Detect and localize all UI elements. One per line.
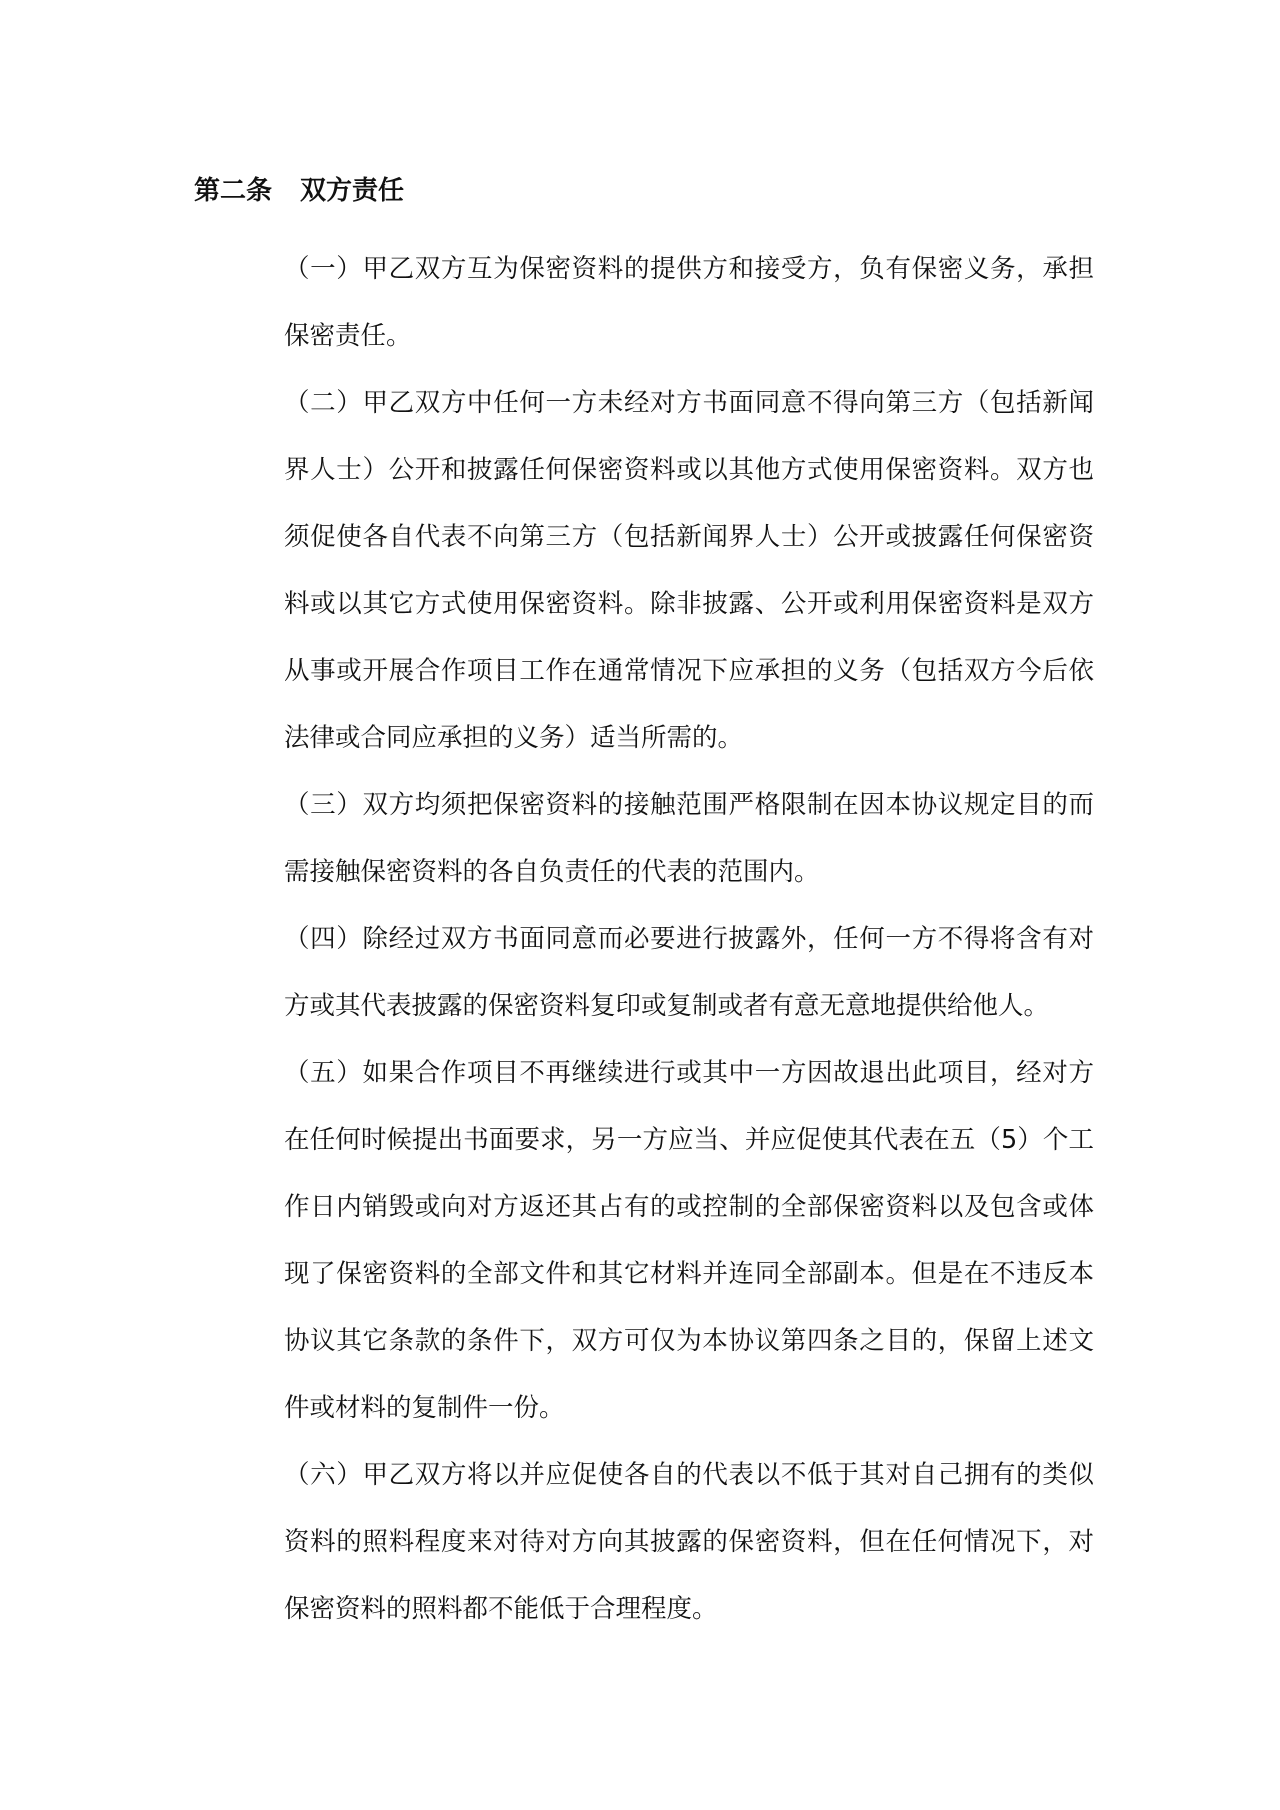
clause-4: （四）除经过双方书面同意而必要进行披露外，任何一方不得将含有对方或其代表披露的保密资料复印或复制或者有意无意地提供给他人。 (284, 924, 1094, 1021)
clause-2: （二）甲乙双方中任何一方未经对方书面同意不得向第三方（包括新闻界人士）公开和披露任何保密资料或以其他方式使用保密资料。双方也须促使各自代表不向第三方（包括新闻界人士）公开或披露任何保密资料或以其它方式使用保密资料。除非披露、公开或利用保密资料是双方从事或开展合作项目工作在通常情况下应承担的义务（包括双方今后依法律或合同应承担的义务）适当所需的。 (284, 388, 1094, 753)
clause-5: （五）如果合作项目不再继续进行或其中一方因故退出此项目，经对方在任何时候提出书面要求，另一方应当、并应促使其代表在五（5）个工作日内销毁或向对方返还其占有的或控制的全部保密资料以及包含或体现了保密资料的全部文件和其它材料并连同全部副本。但是在不违反本协议其它条款的条件下，双方可仅为本协议第四条之目的，保留上述文件或材料的复制件一份。 (284, 1058, 1094, 1423)
clause-3: （三）双方均须把保密资料的接触范围严格限制在因本协议规定目的而需接触保密资料的各自负责任的代表的范围内。 (284, 790, 1094, 887)
clause-6: （六）甲乙双方将以并应促使各自的代表以不低于其对自己拥有的类似资料的照料程度来对待对方向其披露的保密资料，但在任何情况下，对保密资料的照料都不能低于合理程度。 (284, 1460, 1094, 1624)
section-number: 第二条 (194, 176, 273, 206)
section-body (284, 236, 1094, 1643)
clause-1: （一）甲乙双方互为保密资料的提供方和接受方，负有保密义务，承担保密责任。 (284, 254, 1094, 351)
section-heading (194, 168, 404, 214)
section-title: 双方责任 (300, 176, 405, 206)
